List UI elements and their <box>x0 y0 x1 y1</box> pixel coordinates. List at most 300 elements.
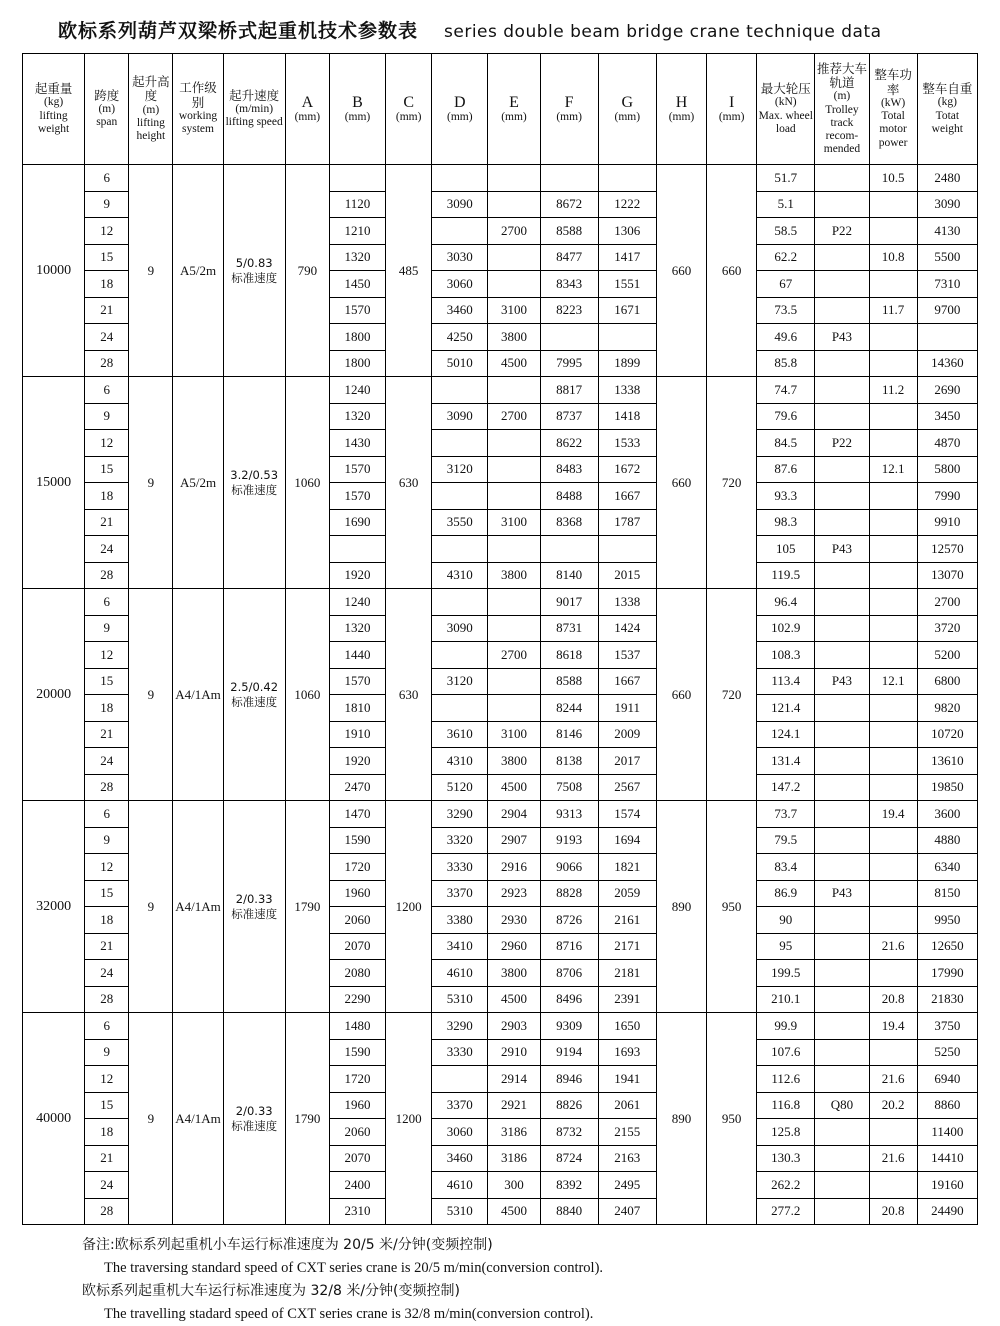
cell-total-motor-power <box>869 1039 917 1066</box>
cell-max-wheel-load: 95 <box>757 933 815 960</box>
cell-b: 1590 <box>329 827 385 854</box>
cell-total-weight: 6800 <box>917 668 977 695</box>
cell-total-motor-power: 11.7 <box>869 297 917 324</box>
cell-span: 12 <box>85 642 129 669</box>
cell-total-weight: 4130 <box>917 218 977 245</box>
cell-e: 4500 <box>488 986 540 1013</box>
cell-g: 1551 <box>598 271 656 298</box>
cell-max-wheel-load: 199.5 <box>757 960 815 987</box>
cell-total-motor-power <box>869 721 917 748</box>
cell-span: 9 <box>85 191 129 218</box>
cell-f: 8244 <box>540 695 598 722</box>
cell-trolley-track <box>815 1039 869 1066</box>
cell-total-motor-power: 19.4 <box>869 801 917 828</box>
cell-total-weight: 6340 <box>917 854 977 881</box>
cell-span: 18 <box>85 1119 129 1146</box>
table-body <box>23 165 978 1225</box>
cell-f: 8826 <box>540 1092 598 1119</box>
cell-trolley-track: Q80 <box>815 1092 869 1119</box>
col-h: H (mm) <box>656 54 706 165</box>
cell-total-weight: 5800 <box>917 456 977 483</box>
note-line-en: The traversing standard speed of CXT series crane is 20/5 m/min(conversion control). <box>104 1259 604 1276</box>
cell-span: 21 <box>85 509 129 536</box>
cell-total-weight: 9910 <box>917 509 977 536</box>
cell-g: 1941 <box>598 1066 656 1093</box>
cell-e <box>488 271 540 298</box>
cell-b: 1920 <box>329 748 385 775</box>
cell-d: 5310 <box>432 1198 488 1225</box>
cell-total-weight: 14360 <box>917 350 977 377</box>
cell-b: 1570 <box>329 483 385 510</box>
cell-total-weight: 2690 <box>917 377 977 404</box>
cell-total-weight: 3750 <box>917 1013 977 1040</box>
cell-trolley-track <box>815 827 869 854</box>
cell-d: 3320 <box>432 827 488 854</box>
table-row <box>23 801 978 828</box>
cell-total-weight: 14410 <box>917 1145 977 1172</box>
cell-f: 8140 <box>540 562 598 589</box>
cell-f: 8138 <box>540 748 598 775</box>
cell-b: 1120 <box>329 191 385 218</box>
cell-trolley-track <box>815 1119 869 1146</box>
cell-d: 3120 <box>432 668 488 695</box>
cell-total-motor-power <box>869 1172 917 1199</box>
cell-f: 9194 <box>540 1039 598 1066</box>
cell-lifting-speed: 5/0.83 标准速度 <box>223 165 285 377</box>
cell-d: 3090 <box>432 191 488 218</box>
cell-lifting-height: 9 <box>129 1013 173 1225</box>
cell-i: 720 <box>707 377 757 589</box>
cell-e <box>488 191 540 218</box>
cell-b: 1720 <box>329 1066 385 1093</box>
cell-e: 2914 <box>488 1066 540 1093</box>
cell-span: 6 <box>85 589 129 616</box>
cell-g: 2407 <box>598 1198 656 1225</box>
cell-total-weight: 13610 <box>917 748 977 775</box>
cell-total-motor-power <box>869 642 917 669</box>
cell-e: 3800 <box>488 748 540 775</box>
cell-b: 1240 <box>329 377 385 404</box>
cell-g: 1417 <box>598 244 656 271</box>
cell-total-motor-power: 20.8 <box>869 986 917 1013</box>
cell-total-motor-power <box>869 536 917 563</box>
cell-max-wheel-load: 90 <box>757 907 815 934</box>
cell-e: 2960 <box>488 933 540 960</box>
cell-span: 28 <box>85 350 129 377</box>
cell-d <box>432 589 488 616</box>
cell-e <box>488 483 540 510</box>
cell-b: 1320 <box>329 244 385 271</box>
cell-total-weight <box>917 324 977 351</box>
cell-max-wheel-load: 130.3 <box>757 1145 815 1172</box>
cell-trolley-track <box>815 1066 869 1093</box>
cell-e: 2700 <box>488 218 540 245</box>
cell-max-wheel-load: 112.6 <box>757 1066 815 1093</box>
cell-span: 12 <box>85 218 129 245</box>
cell-span: 21 <box>85 1145 129 1172</box>
cell-span: 18 <box>85 907 129 934</box>
cell-h: 660 <box>656 589 706 801</box>
cell-span: 28 <box>85 986 129 1013</box>
cell-e <box>488 695 540 722</box>
cell-f <box>540 165 598 192</box>
cell-g: 1787 <box>598 509 656 536</box>
notes-block <box>22 1234 978 1326</box>
cell-total-motor-power <box>869 827 917 854</box>
cell-b: 1570 <box>329 297 385 324</box>
cell-span: 15 <box>85 1092 129 1119</box>
cell-total-weight: 24490 <box>917 1198 977 1225</box>
cell-trolley-track <box>815 562 869 589</box>
cell-g: 2391 <box>598 986 656 1013</box>
cell-e <box>488 165 540 192</box>
cell-f: 8223 <box>540 297 598 324</box>
cell-total-weight: 17990 <box>917 960 977 987</box>
cell-total-weight: 5250 <box>917 1039 977 1066</box>
cell-d: 3330 <box>432 854 488 881</box>
cell-b: 2070 <box>329 933 385 960</box>
cell-b: 1320 <box>329 403 385 430</box>
cell-d: 5120 <box>432 774 488 801</box>
cell-d: 3460 <box>432 1145 488 1172</box>
cell-total-motor-power <box>869 880 917 907</box>
cell-d: 3060 <box>432 271 488 298</box>
cell-h: 660 <box>656 377 706 589</box>
col-total-weight: 整车自重 (kg) Totat weight <box>917 54 977 165</box>
cell-d: 4310 <box>432 562 488 589</box>
cell-e <box>488 668 540 695</box>
cell-total-weight: 5200 <box>917 642 977 669</box>
cell-span: 24 <box>85 1172 129 1199</box>
note-line-cn: 备注:欧标系列起重机小车运行标准速度为 20/5 米/分钟(变频控制) <box>82 1237 493 1253</box>
cell-max-wheel-load: 79.6 <box>757 403 815 430</box>
cell-a: 1790 <box>285 801 329 1013</box>
cell-max-wheel-load: 277.2 <box>757 1198 815 1225</box>
cell-d <box>432 536 488 563</box>
cell-total-weight: 3450 <box>917 403 977 430</box>
cell-total-motor-power <box>869 509 917 536</box>
cell-f: 8672 <box>540 191 598 218</box>
table-row <box>23 589 978 616</box>
cell-d <box>432 377 488 404</box>
cell-working-system: A5/2m <box>173 165 223 377</box>
cell-e: 3100 <box>488 721 540 748</box>
cell-total-motor-power <box>869 218 917 245</box>
cell-lifting-weight: 20000 <box>23 589 85 801</box>
cell-b: 1800 <box>329 324 385 351</box>
cell-trolley-track <box>815 244 869 271</box>
cell-g: 1418 <box>598 403 656 430</box>
cell-f: 7995 <box>540 350 598 377</box>
cell-total-weight: 4870 <box>917 430 977 457</box>
cell-total-weight: 11400 <box>917 1119 977 1146</box>
page-title-cn: 欧标系列葫芦双梁桥式起重机技术参数表 <box>58 20 419 42</box>
cell-trolley-track <box>815 1013 869 1040</box>
note-line-cn: 欧标系列起重机大车运行标准速度为 32/8 米/分钟(变频控制) <box>82 1283 460 1300</box>
cell-g: 2009 <box>598 721 656 748</box>
cell-e <box>488 589 540 616</box>
cell-trolley-track <box>815 271 869 298</box>
cell-g <box>598 165 656 192</box>
header-row <box>23 54 978 165</box>
cell-g: 1533 <box>598 430 656 457</box>
cell-f: 9313 <box>540 801 598 828</box>
cell-i: 950 <box>707 1013 757 1225</box>
col-lifting-speed: 起升速度 (m/min) lifting speed <box>223 54 285 165</box>
cell-span: 18 <box>85 695 129 722</box>
cell-lifting-height: 9 <box>129 377 173 589</box>
cell-f: 8146 <box>540 721 598 748</box>
col-a: A (mm) <box>285 54 329 165</box>
cell-total-weight: 9950 <box>917 907 977 934</box>
cell-f: 9066 <box>540 854 598 881</box>
cell-b: 1690 <box>329 509 385 536</box>
cell-f: 8483 <box>540 456 598 483</box>
cell-d: 3330 <box>432 1039 488 1066</box>
cell-trolley-track <box>815 589 869 616</box>
col-total-motor-power: 整车功率 (kW) Total motor power <box>869 54 917 165</box>
cell-trolley-track <box>815 483 869 510</box>
cell-d: 3290 <box>432 1013 488 1040</box>
cell-max-wheel-load: 87.6 <box>757 456 815 483</box>
cell-trolley-track <box>815 403 869 430</box>
cell-d <box>432 430 488 457</box>
crane-spec-table <box>22 53 978 1225</box>
cell-b: 1720 <box>329 854 385 881</box>
cell-trolley-track <box>815 456 869 483</box>
cell-total-motor-power <box>869 562 917 589</box>
cell-trolley-track <box>815 907 869 934</box>
cell-max-wheel-load: 210.1 <box>757 986 815 1013</box>
cell-max-wheel-load: 74.7 <box>757 377 815 404</box>
cell-max-wheel-load: 96.4 <box>757 589 815 616</box>
cell-e: 2903 <box>488 1013 540 1040</box>
cell-trolley-track: P43 <box>815 668 869 695</box>
cell-f: 9193 <box>540 827 598 854</box>
cell-total-motor-power <box>869 271 917 298</box>
cell-max-wheel-load: 262.2 <box>757 1172 815 1199</box>
cell-max-wheel-load: 62.2 <box>757 244 815 271</box>
cell-g: 1574 <box>598 801 656 828</box>
table-row <box>23 1013 978 1040</box>
cell-e: 300 <box>488 1172 540 1199</box>
cell-h: 890 <box>656 801 706 1013</box>
cell-lifting-speed: 2/0.33 标准速度 <box>223 801 285 1013</box>
cell-total-weight: 12650 <box>917 933 977 960</box>
cell-f: 8716 <box>540 933 598 960</box>
cell-f: 8732 <box>540 1119 598 1146</box>
cell-f: 8496 <box>540 986 598 1013</box>
cell-total-motor-power: 20.2 <box>869 1092 917 1119</box>
col-lifting-weight: 起重量 (kg) lifting weight <box>23 54 85 165</box>
cell-working-system: A5/2m <box>173 377 223 589</box>
cell-e: 2930 <box>488 907 540 934</box>
cell-total-motor-power <box>869 430 917 457</box>
cell-g <box>598 324 656 351</box>
cell-c: 1200 <box>386 801 432 1013</box>
cell-g: 1693 <box>598 1039 656 1066</box>
cell-span: 15 <box>85 456 129 483</box>
cell-max-wheel-load: 98.3 <box>757 509 815 536</box>
cell-total-weight: 9700 <box>917 297 977 324</box>
cell-g: 1338 <box>598 589 656 616</box>
cell-trolley-track <box>815 960 869 987</box>
cell-max-wheel-load: 119.5 <box>757 562 815 589</box>
cell-total-weight: 10720 <box>917 721 977 748</box>
cell-g: 2171 <box>598 933 656 960</box>
cell-e: 3800 <box>488 960 540 987</box>
cell-span: 9 <box>85 615 129 642</box>
cell-total-motor-power: 12.1 <box>869 456 917 483</box>
cell-span: 24 <box>85 960 129 987</box>
cell-span: 24 <box>85 748 129 775</box>
cell-g: 2163 <box>598 1145 656 1172</box>
cell-b <box>329 165 385 192</box>
cell-e: 3800 <box>488 562 540 589</box>
cell-max-wheel-load: 108.3 <box>757 642 815 669</box>
cell-f: 9017 <box>540 589 598 616</box>
cell-b: 1570 <box>329 668 385 695</box>
cell-trolley-track <box>815 721 869 748</box>
cell-b: 2470 <box>329 774 385 801</box>
cell-span: 12 <box>85 854 129 881</box>
cell-f: 8588 <box>540 668 598 695</box>
cell-max-wheel-load: 5.1 <box>757 191 815 218</box>
cell-g: 1222 <box>598 191 656 218</box>
cell-g: 1821 <box>598 854 656 881</box>
cell-e <box>488 430 540 457</box>
cell-max-wheel-load: 131.4 <box>757 748 815 775</box>
cell-total-weight: 3090 <box>917 191 977 218</box>
cell-d: 3290 <box>432 801 488 828</box>
cell-h: 890 <box>656 1013 706 1225</box>
cell-f: 9309 <box>540 1013 598 1040</box>
cell-trolley-track <box>815 695 869 722</box>
cell-b <box>329 536 385 563</box>
cell-lifting-speed: 2.5/0.42 标准速度 <box>223 589 285 801</box>
cell-e: 3100 <box>488 297 540 324</box>
cell-lifting-speed: 2/0.33 标准速度 <box>223 1013 285 1225</box>
cell-g: 2015 <box>598 562 656 589</box>
cell-total-weight: 7310 <box>917 271 977 298</box>
cell-d: 3030 <box>432 244 488 271</box>
cell-e: 4500 <box>488 774 540 801</box>
cell-total-weight: 8860 <box>917 1092 977 1119</box>
cell-e: 3186 <box>488 1119 540 1146</box>
cell-b: 1590 <box>329 1039 385 1066</box>
cell-f: 8828 <box>540 880 598 907</box>
cell-lifting-weight: 15000 <box>23 377 85 589</box>
cell-trolley-track <box>815 297 869 324</box>
cell-g: 1899 <box>598 350 656 377</box>
cell-c: 630 <box>386 589 432 801</box>
cell-total-motor-power <box>869 350 917 377</box>
cell-trolley-track: P43 <box>815 880 869 907</box>
cell-d: 4610 <box>432 960 488 987</box>
cell-span: 21 <box>85 721 129 748</box>
cell-total-weight: 2480 <box>917 165 977 192</box>
cell-b: 1430 <box>329 430 385 457</box>
cell-lifting-height: 9 <box>129 801 173 1013</box>
col-trolley-track: 推荐大车轨道 (m) Trolley track recom-mended <box>815 54 869 165</box>
cell-g: 2059 <box>598 880 656 907</box>
cell-f: 8343 <box>540 271 598 298</box>
page-title-en: series double beam bridge crane technique data <box>444 22 882 42</box>
cell-e: 2907 <box>488 827 540 854</box>
cell-trolley-track <box>815 748 869 775</box>
cell-d <box>432 695 488 722</box>
cell-max-wheel-load: 49.6 <box>757 324 815 351</box>
cell-d <box>432 1066 488 1093</box>
cell-e <box>488 456 540 483</box>
cell-e <box>488 244 540 271</box>
cell-g: 1650 <box>598 1013 656 1040</box>
cell-d <box>432 218 488 245</box>
cell-f: 8618 <box>540 642 598 669</box>
cell-span: 6 <box>85 801 129 828</box>
cell-e: 2904 <box>488 801 540 828</box>
cell-d: 3460 <box>432 297 488 324</box>
cell-trolley-track <box>815 801 869 828</box>
cell-g: 1306 <box>598 218 656 245</box>
cell-d: 3610 <box>432 721 488 748</box>
cell-b: 2080 <box>329 960 385 987</box>
cell-max-wheel-load: 125.8 <box>757 1119 815 1146</box>
cell-span: 6 <box>85 377 129 404</box>
cell-h: 660 <box>656 165 706 377</box>
cell-max-wheel-load: 93.3 <box>757 483 815 510</box>
cell-total-motor-power <box>869 748 917 775</box>
cell-max-wheel-load: 124.1 <box>757 721 815 748</box>
cell-e: 4500 <box>488 1198 540 1225</box>
cell-total-motor-power: 12.1 <box>869 668 917 695</box>
cell-f: 8622 <box>540 430 598 457</box>
cell-total-motor-power <box>869 483 917 510</box>
cell-e: 2910 <box>488 1039 540 1066</box>
cell-b: 2060 <box>329 1119 385 1146</box>
cell-total-motor-power: 20.8 <box>869 1198 917 1225</box>
cell-span: 15 <box>85 244 129 271</box>
cell-span: 18 <box>85 271 129 298</box>
cell-span: 28 <box>85 1198 129 1225</box>
cell-trolley-track <box>815 509 869 536</box>
cell-c: 630 <box>386 377 432 589</box>
cell-g: 1671 <box>598 297 656 324</box>
cell-trolley-track <box>815 615 869 642</box>
cell-f: 8737 <box>540 403 598 430</box>
cell-e: 2700 <box>488 642 540 669</box>
cell-f: 8817 <box>540 377 598 404</box>
cell-total-weight: 3600 <box>917 801 977 828</box>
cell-total-weight: 9820 <box>917 695 977 722</box>
table-row <box>23 377 978 404</box>
cell-f: 8726 <box>540 907 598 934</box>
cell-total-motor-power <box>869 854 917 881</box>
cell-f: 8840 <box>540 1198 598 1225</box>
cell-trolley-track <box>815 642 869 669</box>
cell-total-motor-power: 21.6 <box>869 933 917 960</box>
cell-e <box>488 536 540 563</box>
cell-b: 2070 <box>329 1145 385 1172</box>
col-d: D (mm) <box>432 54 488 165</box>
cell-b: 1570 <box>329 456 385 483</box>
col-i: I (mm) <box>707 54 757 165</box>
cell-total-motor-power <box>869 774 917 801</box>
cell-f: 8946 <box>540 1066 598 1093</box>
cell-g: 2017 <box>598 748 656 775</box>
cell-lifting-speed: 3.2/0.53 标准速度 <box>223 377 285 589</box>
cell-trolley-track <box>815 165 869 192</box>
